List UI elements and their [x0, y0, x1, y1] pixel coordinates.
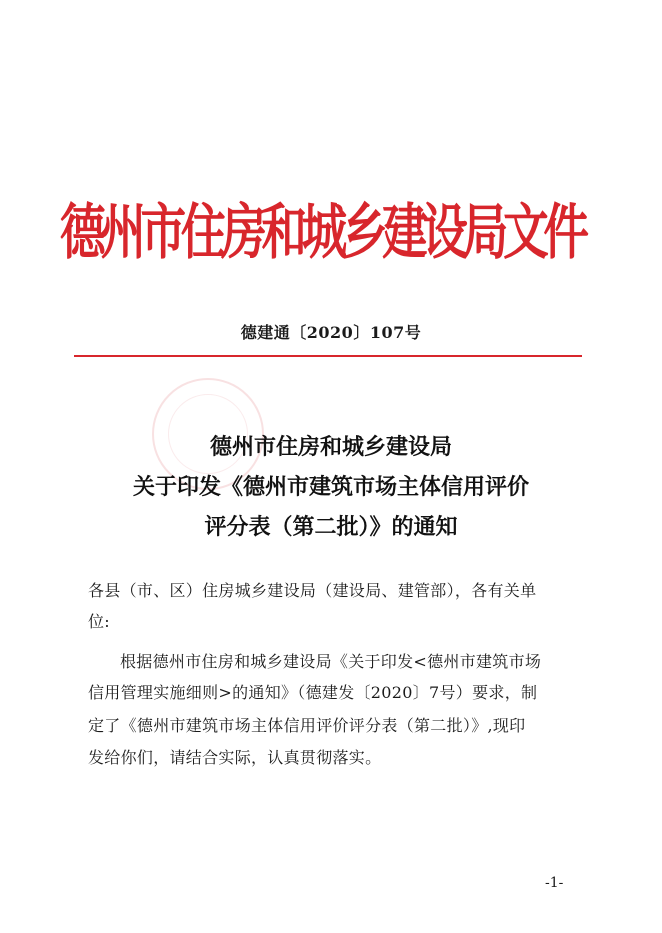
notice-title-line-2: 关于印发《德州市建筑市场主体信用评价	[132, 475, 529, 500]
body-text-line: 根据德州市住房和城乡建设局《关于印发<德州市建筑市场	[120, 652, 542, 671]
red-divider	[74, 355, 582, 357]
issuer-header: 德州市住房和城乡建设局文件	[60, 198, 584, 268]
document-number: 德建通〔2020〕107号	[240, 323, 422, 342]
addressee-line: 各县（市、区）住房城乡建设局（建设局、建管部），各有关单	[88, 581, 537, 600]
body-text-line: 定了《德州市建筑市场主体信用评价评分表（第二批）》,现印	[88, 716, 526, 735]
body-text-line: 信用管理实施细则>的通知》（德建发〔2020〕7号）要求，制	[88, 683, 538, 702]
notice-title-line-1: 德州市住房和城乡建设局	[209, 435, 452, 460]
page-number: -1-	[545, 875, 564, 891]
body-text-line: 发给你们，请结合实际，认真贯彻落实。	[88, 748, 382, 767]
addressee-line-continued: 位:	[88, 612, 110, 631]
notice-title-line-3: 评分表（第二批）》的通知	[204, 515, 458, 540]
